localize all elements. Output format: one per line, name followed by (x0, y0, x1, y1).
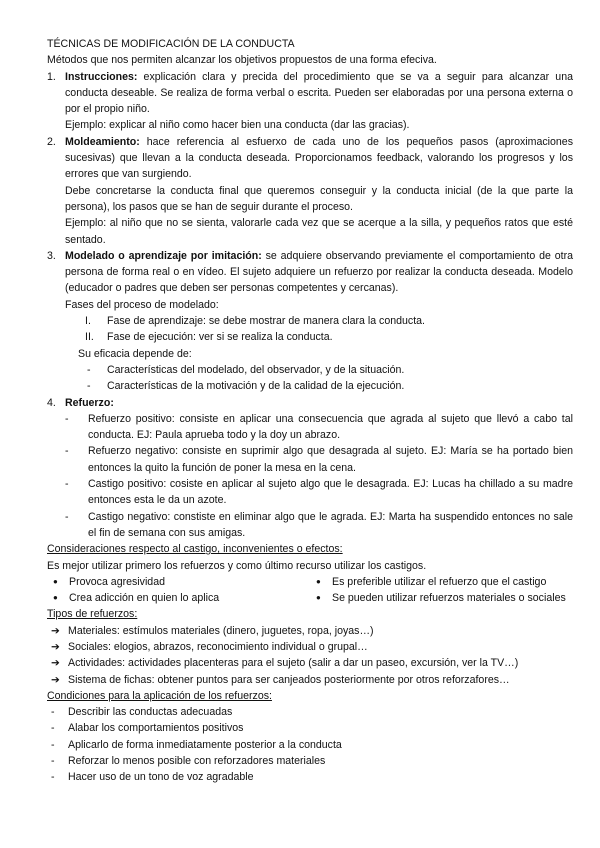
eficacia-text: Características del modelado, del observador, y de la situación. (107, 363, 405, 376)
tipo-item (47, 655, 573, 671)
bullet-icon: ● (53, 593, 58, 603)
tipo-item (47, 672, 573, 688)
refuerzo-text: Refuerzo negativo: consiste en suprimir algo que desagrada al sujeto. EJ: María se ha portado bien entonces la quito la función de poner la mesa en la cena. (88, 445, 573, 474)
tipo-text: Actividades: actividades placenteras para el sujeto (salir a dar un paseo, excursión, ver la TV…) (68, 657, 519, 670)
eficacia-label: Su eficacia depende de: (78, 347, 192, 360)
list-item-moldeamiento (47, 134, 573, 248)
bullet-icon: ● (53, 576, 58, 586)
page-title: TÉCNICAS DE MODIFICACIÓN DE LA CONDUCTA (47, 38, 295, 50)
refuerzo-text: Refuerzo positivo: consiste en aplicar una consecuencia que agrada al sujeto que llevó a cabo tal conducta. EJ: Paula aprueba todo y la doy un abrazo. (88, 412, 573, 442)
condicion-text: Reforzar lo menos posible con reforzadores materiales (68, 755, 326, 768)
item-number: 4. (47, 396, 56, 409)
bullet-item (47, 574, 310, 590)
dash-marker: - (87, 380, 91, 393)
consideraciones-right (310, 574, 573, 607)
dash-marker: - (65, 510, 69, 523)
bullet-item (310, 574, 573, 590)
item-text: hace referencia al esfuerxo de cada uno de los pequeños pasos (aproximaciones sucesivas) que llevan a la conducta deseada. Proporcionamos feedback, valorando los progresos y los errores que van surgiendo. (65, 135, 573, 181)
dash-marker: - (87, 363, 91, 376)
item-heading: Refuerzo: (65, 396, 114, 409)
condicion-item (47, 704, 573, 720)
condicion-text: Alabar los comportamientos positivos (68, 722, 244, 735)
item-number: 2. (47, 135, 56, 148)
item-text: explicación clara y precida del procedimiento que se va a seguir para alcanzar una conducta deseable. Se realiza de forma verbal o escrita. Pueden ser elaboradas por una persona externa o por el propio niño. (65, 70, 573, 116)
document-page (47, 36, 573, 786)
consideraciones-text: Es mejor utilizar primero los refuerzos y como último recurso utilizar los castigos. (47, 559, 427, 572)
item-heading: Instrucciones: (65, 70, 138, 83)
tipo-text: Materiales: estímulos materiales (dinero, juguetes, ropa, joyas…) (68, 624, 374, 637)
refuerzo-item (47, 509, 573, 542)
fase-text: Fase de ejecución: ver si se realiza la conducta. (107, 331, 333, 344)
condicion-item (47, 753, 573, 769)
item-paragraph (65, 134, 573, 183)
bullet-icon: ● (316, 593, 321, 603)
consideraciones-heading: Consideraciones respecto al castigo, inconvenientes o efectos: (47, 543, 343, 556)
item-text: se adquiere observando previamente el comportamiento de otra persona de forma real o en vídeo. El sujeto adquiere un refuerzo por realizar la conducta deseada. Modelo (educador o padres que deben ser personas competentes y cercanas). (65, 249, 573, 295)
refuerzo-item (47, 411, 573, 444)
item-heading: Moldeamiento: (65, 135, 140, 148)
arrow-right-icon: ➔ (51, 657, 60, 670)
bullet-text: Es preferible utilizar el refuerzo que el castigo (332, 575, 547, 588)
condicion-item (47, 769, 573, 785)
condiciones-heading: Condiciones para la aplicación de los refuerzos: (47, 689, 272, 702)
dash-marker: - (51, 771, 55, 784)
refuerzo-item (47, 476, 573, 509)
eficacia-item (47, 362, 573, 378)
item-heading: Modelado o aprendizaje por imitación: (65, 249, 262, 262)
tipo-item (47, 639, 573, 655)
item-number: 3. (47, 249, 56, 262)
intro-text: Métodos que nos permiten alcanzar los objetivos propuestos de una forma efeciva. (47, 54, 437, 67)
item-example: Ejemplo: explicar al niño como hacer bien una conducta (dar las gracias). (65, 119, 410, 132)
item-example: Ejemplo: al niño que no se sienta, valorarle cada vez que se acerque a la silla, y pequeños ratos que esté sentado. (65, 217, 573, 246)
item-paragraph (65, 248, 573, 297)
roman-marker: I. (85, 315, 91, 328)
tipo-item (47, 623, 573, 639)
dash-marker: - (51, 738, 55, 751)
dash-marker: - (65, 412, 69, 425)
item-number: 1. (47, 70, 56, 83)
item-extra: Debe concretarse la conducta final que queremos conseguir y la conducta inicial (de la que parte la persona), los pasos que se han de seguir durante el proceso. (65, 184, 573, 213)
refuerzo-text: Castigo positivo: cosiste en aplicar al sujeto algo que le desagrada. EJ: Lucas ha chillado a su madre entonces esta le da un azote. (88, 478, 573, 507)
condicion-text: Aplicarlo de forma inmediatamente posterior a la conducta (68, 738, 342, 751)
list-item-refuerzo (47, 395, 573, 411)
fase-item (47, 329, 573, 345)
fases-label: Fases del proceso de modelado: (65, 298, 219, 311)
condicion-text: Hacer uso de un tono de voz agradable (68, 771, 254, 784)
tipos-heading: Tipos de refuerzos: (47, 608, 138, 621)
bullet-icon: ● (316, 576, 321, 586)
list-item-instrucciones (47, 69, 573, 134)
bullet-item (47, 590, 310, 606)
bullet-text: Provoca agresividad (69, 575, 165, 588)
consideraciones-left (47, 574, 310, 607)
refuerzo-text: Castigo negativo: constiste en eliminar algo que le agrada. EJ: Marta ha suspendido entonces no sale el fin de semana con sus amigas. (88, 510, 573, 539)
bullet-text: Se pueden utilizar refuerzos materiales o sociales (332, 592, 566, 605)
arrow-right-icon: ➔ (51, 640, 60, 653)
consideraciones-columns (47, 574, 573, 607)
item-paragraph (65, 69, 573, 118)
condicion-item (47, 720, 573, 736)
bullet-text: Crea adicción en quien lo aplica (69, 592, 220, 605)
dash-marker: - (51, 722, 55, 735)
arrow-right-icon: ➔ (51, 624, 60, 637)
eficacia-text: Características de la motivación y de la calidad de la ejecución. (107, 380, 405, 393)
refuerzo-item (47, 443, 573, 476)
condicion-item (47, 737, 573, 753)
tipo-text: Sistema de fichas: obtener puntos para ser canjeados posteriormente por otros reforzafores… (68, 673, 510, 686)
fase-text: Fase de aprendizaje: se debe mostrar de manera clara la conducta. (107, 315, 425, 328)
fase-item (47, 313, 573, 329)
arrow-right-icon: ➔ (51, 673, 60, 686)
bullet-item (310, 590, 573, 606)
list-item-modelado (47, 248, 573, 313)
dash-marker: - (51, 755, 55, 768)
eficacia-item (47, 378, 573, 394)
dash-marker: - (65, 478, 69, 491)
roman-marker: II. (85, 331, 94, 344)
dash-marker: - (65, 445, 69, 458)
dash-marker: - (51, 706, 55, 719)
tipo-text: Sociales: elogios, abrazos, reconocimiento individual o grupal… (68, 640, 368, 653)
condicion-text: Describir las conductas adecuadas (68, 706, 233, 719)
